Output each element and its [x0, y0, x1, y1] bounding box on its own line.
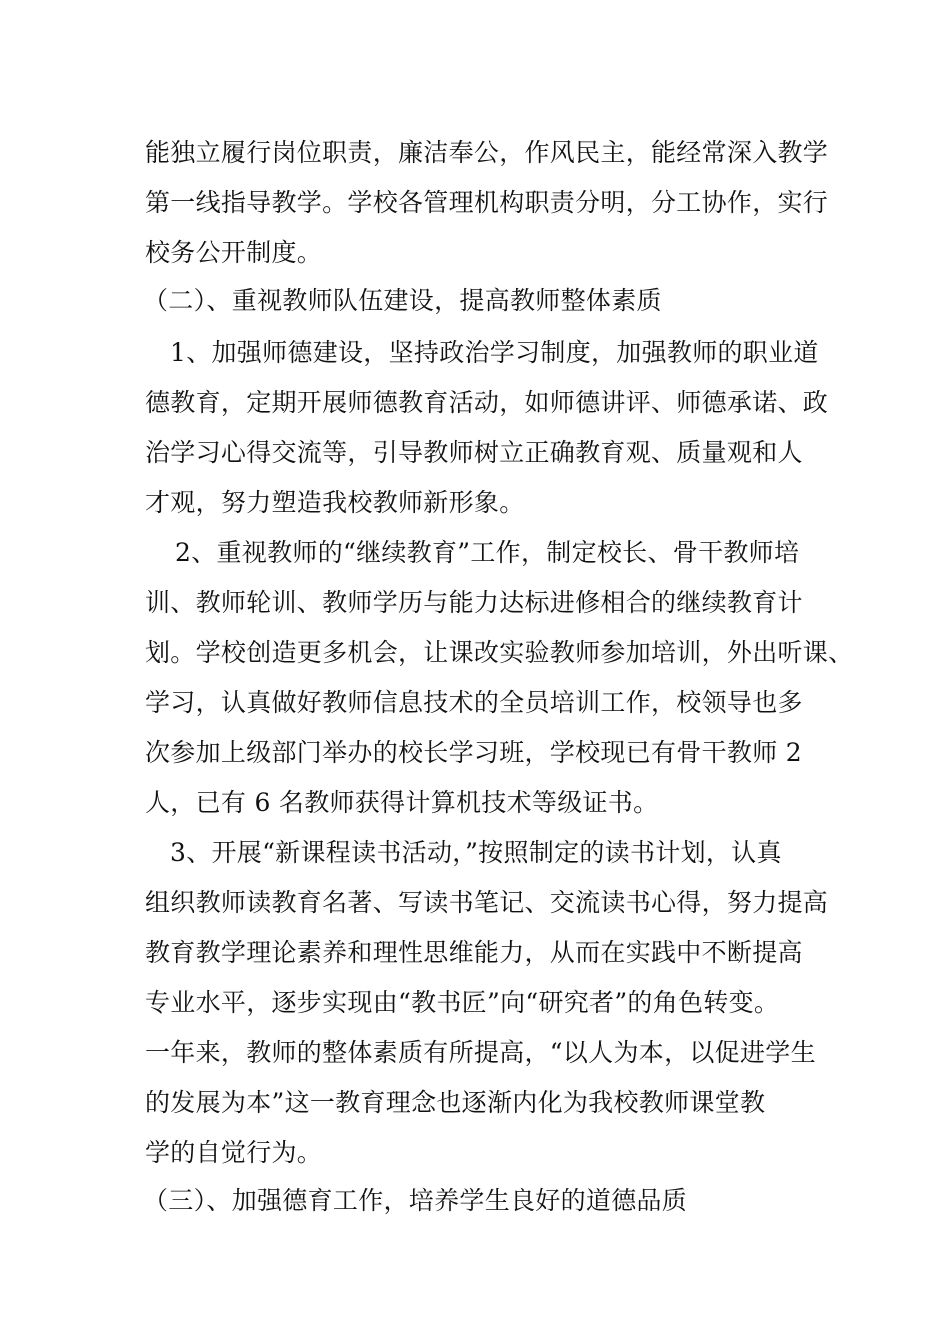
text-line: 的发展为本”这一教育理念也逐渐内化为我校教师课堂教	[145, 1088, 766, 1117]
text-line: 第一线指导教学。学校各管理机构职责分明，分工协作，实行	[145, 188, 829, 217]
text-line: 2、重视教师的“继续教育”工作，制定校长、骨干教师培	[175, 538, 800, 567]
text-line: 1、加强师德建设，坚持政治学习制度，加强教师的职业道	[170, 338, 819, 367]
text-line: 3、开展“新课程读书活动，”按照制定的读书计划，认真	[170, 838, 782, 867]
text-line: 德教育，定期开展师德教育活动，如师德讲评、师德承诺、政	[145, 388, 829, 417]
text-line: 校务公开制度。	[145, 238, 323, 267]
text-line: 划。学校创造更多机会，让课改实验教师参加培训，外出听课、	[145, 638, 854, 667]
text-line: 人，已有 6 名教师获得计算机技术等级证书。	[145, 788, 659, 817]
section-heading: （二）、重视教师队伍建设，提高教师整体素质	[143, 286, 662, 315]
text-line: 次参加上级部门举办的校长学习班，学校现已有骨干教师 2	[145, 738, 802, 767]
text-line: 才观，努力塑造我校教师新形象。	[145, 488, 525, 517]
text-line: 训、教师轮训、教师学历与能力达标进修相合的继续教育计	[145, 588, 803, 617]
text-line: 治学习心得交流等，引导教师树立正确教育观、质量观和人	[145, 438, 803, 467]
text-line: 学的自觉行为。	[145, 1138, 323, 1167]
text-line: 组织教师读教育名著、写读书笔记、交流读书心得，努力提高	[145, 888, 829, 917]
text-line: 学习，认真做好教师信息技术的全员培训工作，校领导也多	[145, 688, 803, 717]
text-line: 一年来，教师的整体素质有所提高，“以人为本，以促进学生	[145, 1038, 816, 1067]
text-line: 能独立履行岗位职责，廉洁奉公，作风民主，能经常深入教学	[145, 138, 829, 167]
text-line: 专业水平，逐步实现由“教书匠”向“研究者”的角色转变。	[145, 988, 780, 1017]
text-line: 教育教学理论素养和理性思维能力，从而在实践中不断提高	[145, 938, 803, 967]
section-heading: （三）、加强德育工作，培养学生良好的道德品质	[143, 1186, 688, 1215]
